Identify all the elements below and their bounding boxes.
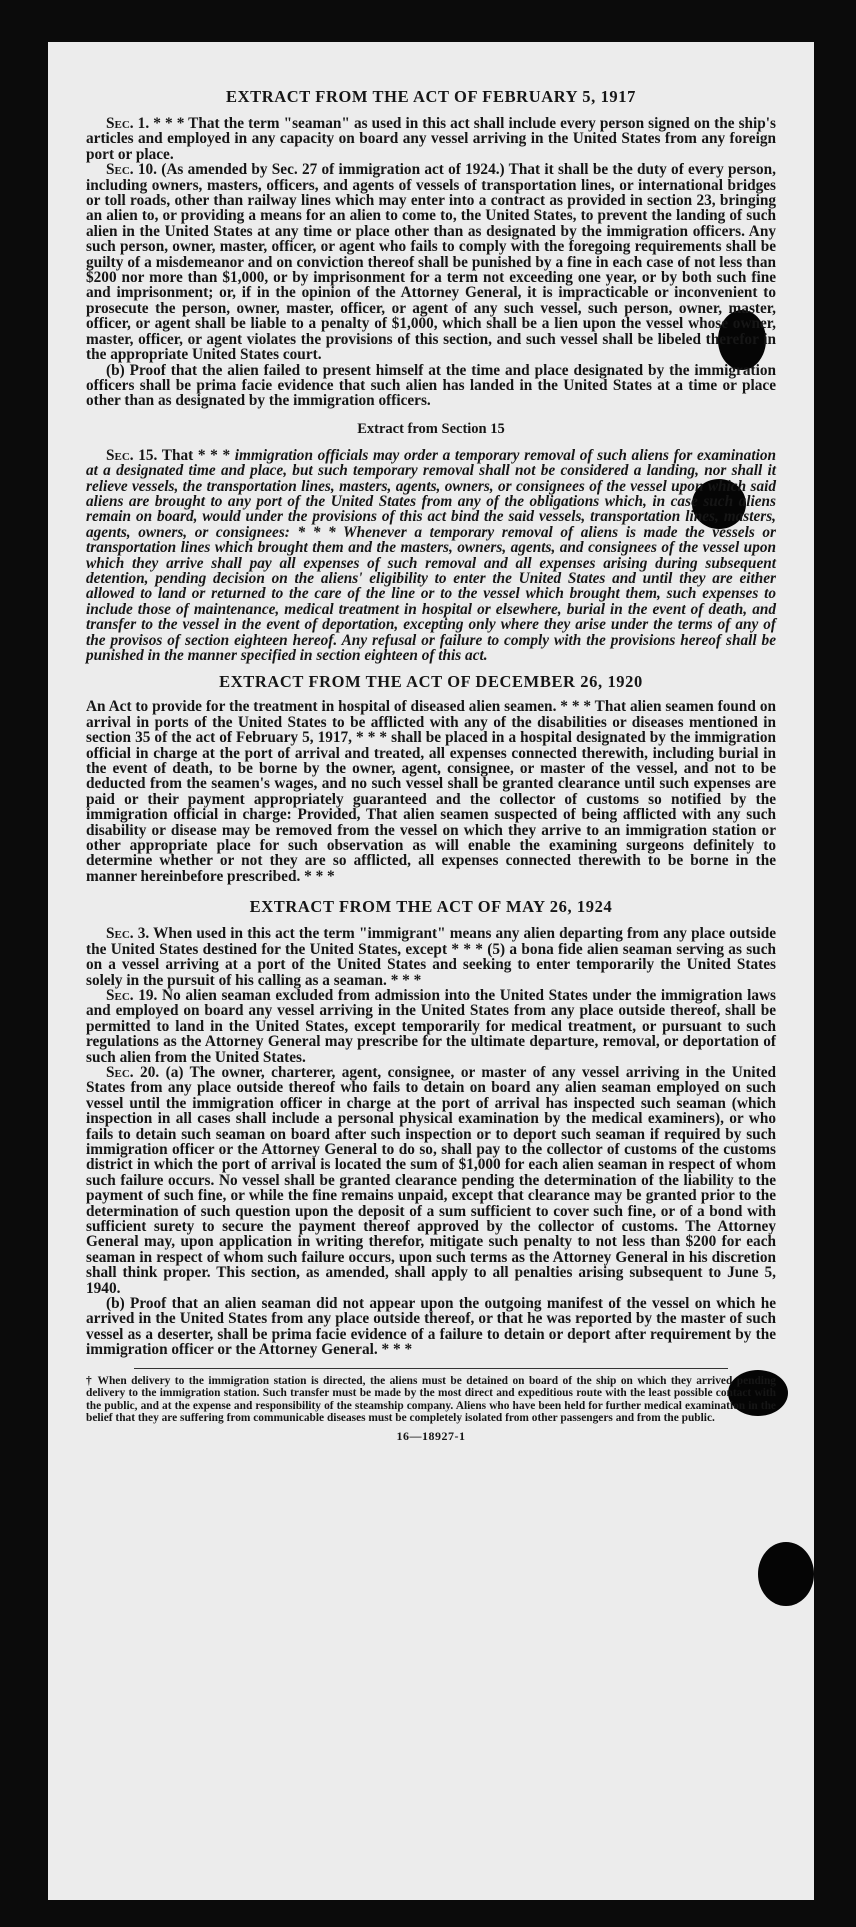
- document-page: [48, 42, 814, 1900]
- section-20: [86, 1065, 776, 1296]
- section-label: Sec. 10.: [106, 161, 157, 179]
- section-1: [86, 116, 776, 162]
- section-19: [86, 988, 776, 1065]
- section-text: (a) The owner, charterer, agent, consignee, or master of any vessel arriving in the United States from any place outside thereof who fails to detain on board any alien seaman employed on such vessel until the immigration officer in charge at the port of arrival has inspected such seaman (which inspection in all cases shall include a personal physical examination by the medical examiners), or who fails to detain such seaman on board after such inspection or to deport such seaman if required by such immigration officer or the Attorney General to do so, shall pay to the collector of customs of the customs district in which the port of arrival is located the sum of $1,000 for each alien seaman in respect of whom such failure occurs. No vessel shall be granted clearance pending the determination of the liability to the payment of such fine, or while the fine remains unpaid, except that clearance may be granted prior to the determination of such question upon the deposit of a sum sufficient to cover such fine, or of a bond with sufficient surety to secure the payment thereof approved by the collector of customs. The Attorney General may, upon application in writing therefor, mitigate such penalty to not less than $200 for each seaman in respect of whom such failure occurs, upon such terms as the Attorney General in his discretion shall think proper. This section, as amended, shall apply to all penalties arising subsequent to June 5, 1940.: [86, 1063, 776, 1297]
- section-3: [86, 926, 776, 988]
- section-15: [86, 448, 776, 664]
- footnote: † When delivery to the immigration station is directed, the aliens must be detained on board of the ship on which they arrived pending delivery to the immigration station. Such transfer must be made by the most direct and expeditious route with the least possible contact with the public, and at the expense and responsibility of the steamship company. Aliens who have been held for further medical examination in the belief that they are suffering from communicable diseases must be completely isolated from other passengers and from the public.: [86, 1374, 776, 1425]
- section-label: Sec. 20.: [106, 1063, 160, 1081]
- heading-section-15: Extract from Section 15: [357, 420, 505, 437]
- section-label: Sec. 1.: [106, 115, 150, 132]
- section-10: [86, 162, 776, 362]
- document-body: [86, 82, 776, 1444]
- heading-act-1924: EXTRACT FROM THE ACT OF MAY 26, 1924: [249, 897, 613, 917]
- section-text: immigration officials may order a temporary removal of such aliens for examination at a designated time and place, but such temporary removal shall not be considered a landing, nor shall it relieve vessels, the transportation lines, masters, agents, owners, or consignees of the vessel upon which said aliens are brought to any port of the United States from any of the obligations which, in case such aliens remain on board, would under the provisions of this act bind the said vessels, transportation lines, masters, agents, owners, or consignees: * * * Whenever a temporary removal of aliens is made the vessels or transportation lines which brought them and the masters, owners, agents, and consignees of the vessel upon which they arrive shall pay all expenses of such removal and all expenses arising during subsequent detention, pending decision on the aliens' eligibility to enter the United States and until they are either allowed to land or returned to the care of the line or to the vessel which brought them, such expenses to include those of maintenance, medical treatment in hospital or elsewhere, burial in the event of death, and transfer to the vessel in the event of deportation, excepting only where they arise under the terms of any of the provisos of section eighteen hereof. Any refusal or failure to comply with the provisions hereof shall be punished in the manner specified in section eighteen of this act.: [86, 446, 776, 664]
- punch-hole: [758, 1542, 814, 1606]
- heading-act-1920: EXTRACT FROM THE ACT OF DECEMBER 26, 1920: [219, 672, 643, 692]
- footnote-divider: [134, 1368, 727, 1369]
- section-label: Sec. 19.: [106, 986, 158, 1004]
- section-lead: That * * *: [157, 446, 235, 464]
- document-number: 16—18927-1: [396, 1429, 466, 1444]
- section-text: (As amended by Sec. 27 of immigration act of 1924.) That it shall be the duty of every person, including owners, masters, officers, and agents of vessels of transportation lines, or international bridges or toll roads, other than railway lines which may enter into a contract as provided in section 23, bringing an alien to, or providing a means for an alien to come to, the United States, to prevent the landing of such alien in the United States at any time or place other than as designated by the immigration officers. Any such person, owner, master, officer, or agent who fails to comply with the foregoing requirements shall be guilty of a misdemeanor and on conviction thereof shall be punished by a fine in each case of not less than $200 nor more than $1,000, or by imprisonment for a term not exceeding one year, or by both such fine and imprisonment; or, if in the opinion of the Attorney General, it is impracticable or inconvenient to prosecute the person, owner, master, officer, or agent of any such vessel, such person, owner, master, officer, or agent shall be liable to a penalty of $1,000, which shall be a lien upon the vessel whose owner, master, officer, or agent violates the provisions of this section, and such vessel shall be libeled therefor in the appropriate United States court.: [86, 161, 776, 364]
- section-label: Sec. 15.: [106, 446, 158, 464]
- section-text: When used in this act the term "immigrant" means any alien departing from any place outside the United States destined for the United States, except * * * (5) a bona fide alien seaman serving as such on a vessel arriving at a port of the United States and seeking to enter temporarily the United States solely in the pursuit of his calling as a seaman. * * *: [86, 925, 776, 989]
- heading-act-1917: EXTRACT FROM THE ACT OF FEBRUARY 5, 1917: [226, 87, 636, 106]
- section-20b: (b) Proof that an alien seaman did not appear upon the outgoing manifest of the vessel on which he arrived in the United States from any place outside thereof, or that he was reported by the master of such vessel as a deserter, shall be prima facie evidence of a failure to detain or deport after requirement by the immigration officer or the Attorney General. * * *: [86, 1295, 776, 1359]
- section-10b: (b) Proof that the alien failed to present himself at the time and place designated by the immigration officers shall be prima facie evidence that such alien has landed in the United States at a time or place other than as designated by the immigration officers.: [86, 361, 776, 410]
- section-text: No alien seaman excluded from admission into the United States under the immigration laws and employed on board any vessel arriving in the United States from any place outside thereof, shall be permitted to land in the United States, except temporarily for medical treatment, or pursuant to such regulations as the Attorney General may prescribe for the ultimate departure, removal, or deportation of such alien from the United States.: [86, 986, 776, 1066]
- section-text: * * * That the term "seaman" as used in this act shall include every person signed on the ship's articles and employed in any capacity on board any vessel arriving in the United States from any foreign port or place.: [86, 115, 776, 163]
- section-label: Sec. 3.: [106, 925, 150, 943]
- act-1920-text: An Act to provide for the treatment in hospital of diseased alien seamen. * * * That alien seamen found on arrival in ports of the United States to be afflicted with any of the disabilities or diseases mentioned in section 35 of the act of February 5, 1917, * * * shall be placed in a hospital designated by the immigration official in charge at the port of arrival and treated, all expenses connected therewith, including burial in the event of death, to be borne by the owner, agent, consignee, or master of the vessel, and not to be deducted from the seamen's wages, and no such vessel shall be granted clearance until such expenses are paid or their payment appropriately guaranteed and the collector of customs so notified by the immigration official in charge: Provided, That alien seamen suspected of being afflicted with any such disability or disease may be removed from the vessel on which they arrive to an immigration station or other appropriate place for such observation as will enable the examining surgeons definitely to determine whether or not they are so afflicted, all expenses connected therewith to be borne in the manner hereinbefore prescribed. * * *: [86, 698, 776, 885]
